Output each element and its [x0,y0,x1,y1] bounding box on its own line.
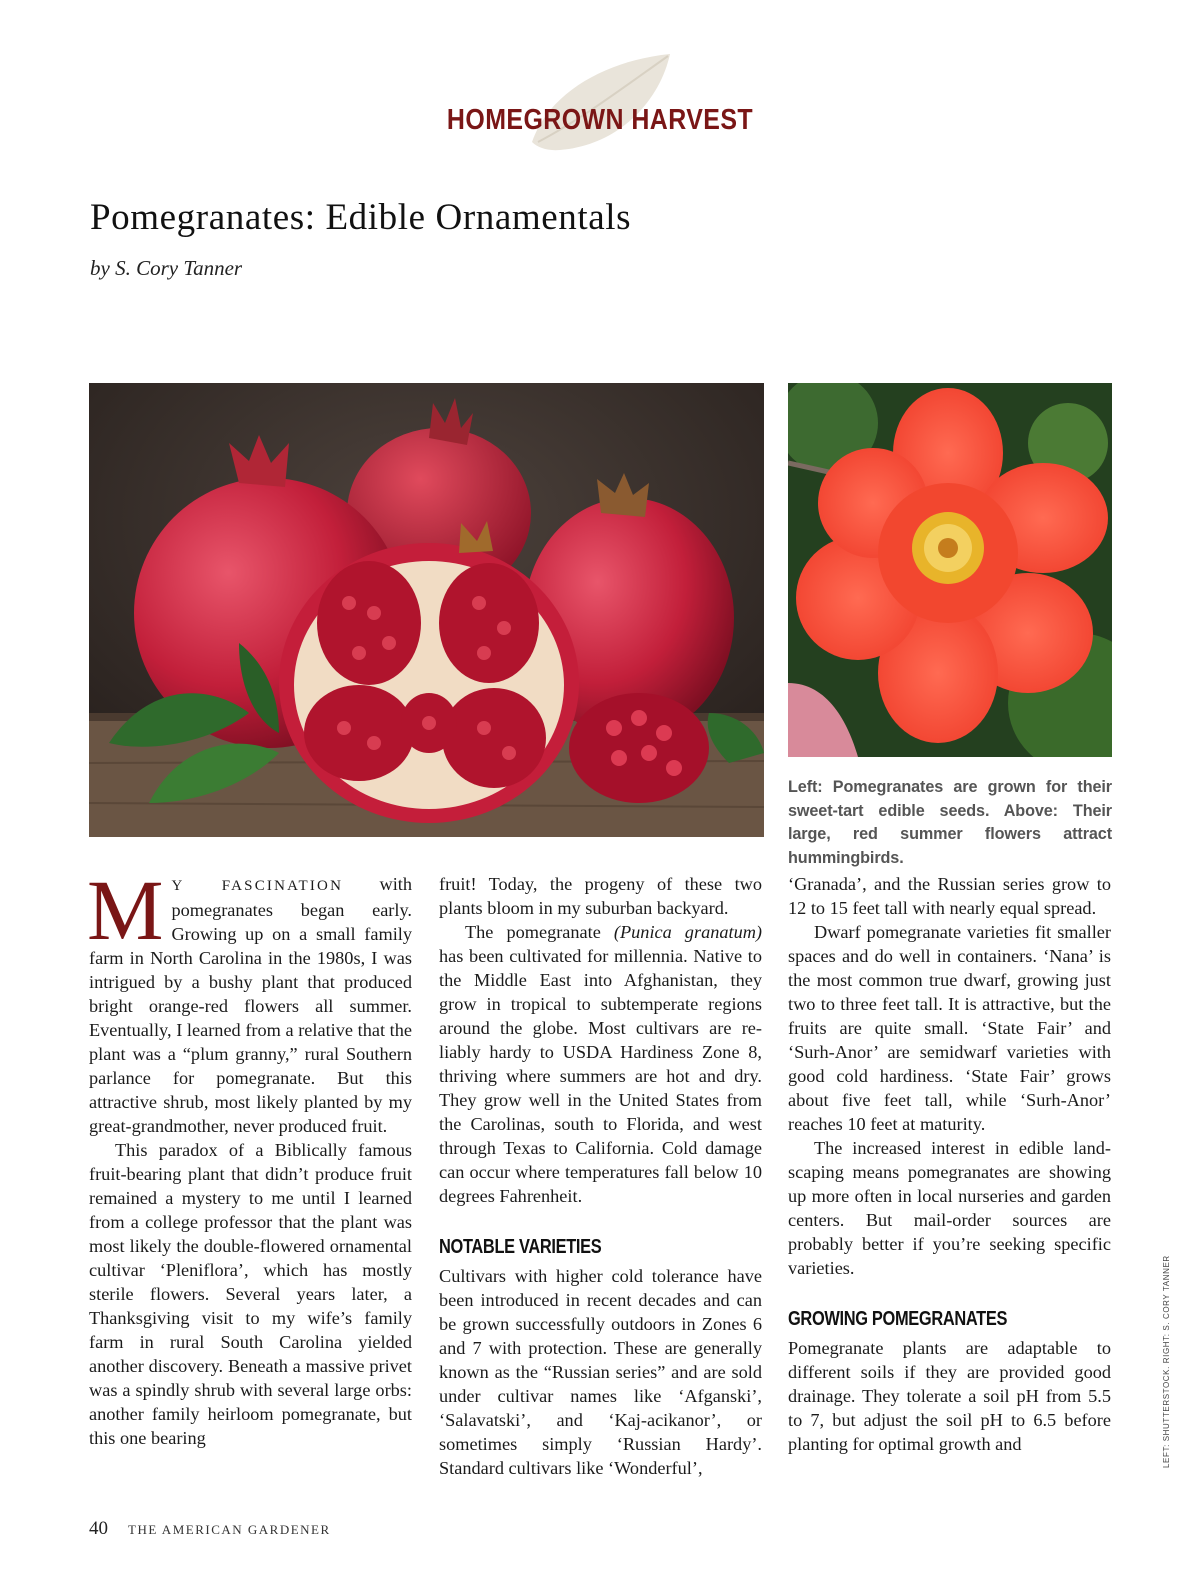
paragraph-text: has been cultivated for millennia. Native to the Middle East into Afghanistan, they grow in tropical to subtemperate regions around the globe. Most cultivars are reliably hardy to USDA Hardiness Zone 8, thriving where summers are hot and dry. They grow well in the United States from the Carolinas, south to Florida, and west through Texas to California. Cold damage can occur where temperatures fall below 10 degrees Fahrenheit. [439,946,762,1206]
paragraph [439,920,762,1208]
subheading-notable-varieties: NOTABLE VARIETIES [439,1236,602,1258]
article-byline: by S. Cory Tanner [90,256,243,280]
article-column-3 [788,872,1111,1456]
pomegranate-flower-photo [788,383,1112,757]
paragraph: This paradox of a Biblically famous fruit-bearing plant that didn’t produce fruit remained a mystery to me until I learned from a college professor that the plant was most likely the double-flowered ornamental cultivar ‘Pleniflora’, which has mostly sterile flowers. Several years later, a Thanksgiving visit to my wife’s family farm in rural South Carolina yielded another discovery. Beneath a massive privet was a spindly shrub with several large orbs: another family heirloom pomegranate, but this one bearing [89,1140,412,1448]
pomegranate-fruits-photo [89,383,764,837]
magazine-name: THE AMERICAN GARDENER [128,1522,331,1537]
paragraph [87,862,412,1138]
scientific-name: (Punica granatum) [613,922,762,942]
article-title: Pomegranates: Edible Ornamentals [90,197,632,238]
page-number: 40 [89,1518,108,1539]
article-column-1 [87,862,412,1450]
paragraph-text: The pomegranate [465,922,614,942]
paragraph-text: with pomegranates began early. Growing up on a small family farm in North Carolina in the 1980s, I was intrigued by a bushy plant that produced bright orange-red flowers all summer. Eventually, I learned from a relative that the plant was a “plum granny,” rural Southern parlance for pomegranate. But this attractive shrub, most likely planted by my great-grandmother, never produced fruit. [89,874,412,1136]
opening-smallcaps: Y FASCINATION [171,878,344,894]
photo-credit: LEFT: SHUTTERSTOCK. RIGHT: S. CORY TANNER [1162,1255,1171,1468]
paragraph: Pomegranate plants are adaptable to different soils if they are provided good drainage. They tolerate a soil pH from 5.5 to 7, but adjust the soil pH to 6.5 before planting for optimal growth and [788,1338,1111,1454]
paragraph: ‘Granada’, and the Russian series grow to 12 to 15 feet tall with nearly equal spread. [788,874,1111,918]
paragraph: fruit! Today, the progeny of these two plants bloom in my suburban backyard. [439,874,762,918]
subheading-growing-pomegranates: GROWING POMEGRANATES [788,1308,1008,1330]
paragraph: Dwarf pomegranate varieties fit smaller spaces and do well in containers. ‘Nana’ is the most common true dwarf, growing just two to three feet tall. It is attractive, but the fruits are quite small. ‘State Fair’ and ‘Surh-Anor’ are semidwarf varieties with good cold hardiness. ‘State Fair’ grows about five feet tall, while ‘Surh-Anor’ reaches 10 feet at maturity. [788,922,1111,1134]
paragraph: Cultivars with higher cold tolerance have been introduced in recent decades and can be grown successfully outdoors in Zones 6 and 7 with protection. These are generally known as the “Russian series” and are sold under cultivar names like ‘Afganski’, ‘Salavatski’, and ‘Kaj-acikanor’, or sometimes simply ‘Russian Hardy’. Standard cultivars like ‘Wonderful’, [439,1266,762,1478]
photo-caption: Left: Pomegranates are grown for their sweet-tart edible seeds. Above: Their large, red summer flowers attract hummingbirds. [788,778,1112,867]
drop-cap: M [87,862,164,958]
paragraph: The increased interest in edible landscaping means pomegranates are showing up more often in local nurseries and garden centers. But mail-order sources are probably better if you’re seeking specific varieties. [788,1138,1111,1278]
section-title: HOMEGROWN HARVEST [446,104,754,136]
article-column-2 [439,872,762,1480]
